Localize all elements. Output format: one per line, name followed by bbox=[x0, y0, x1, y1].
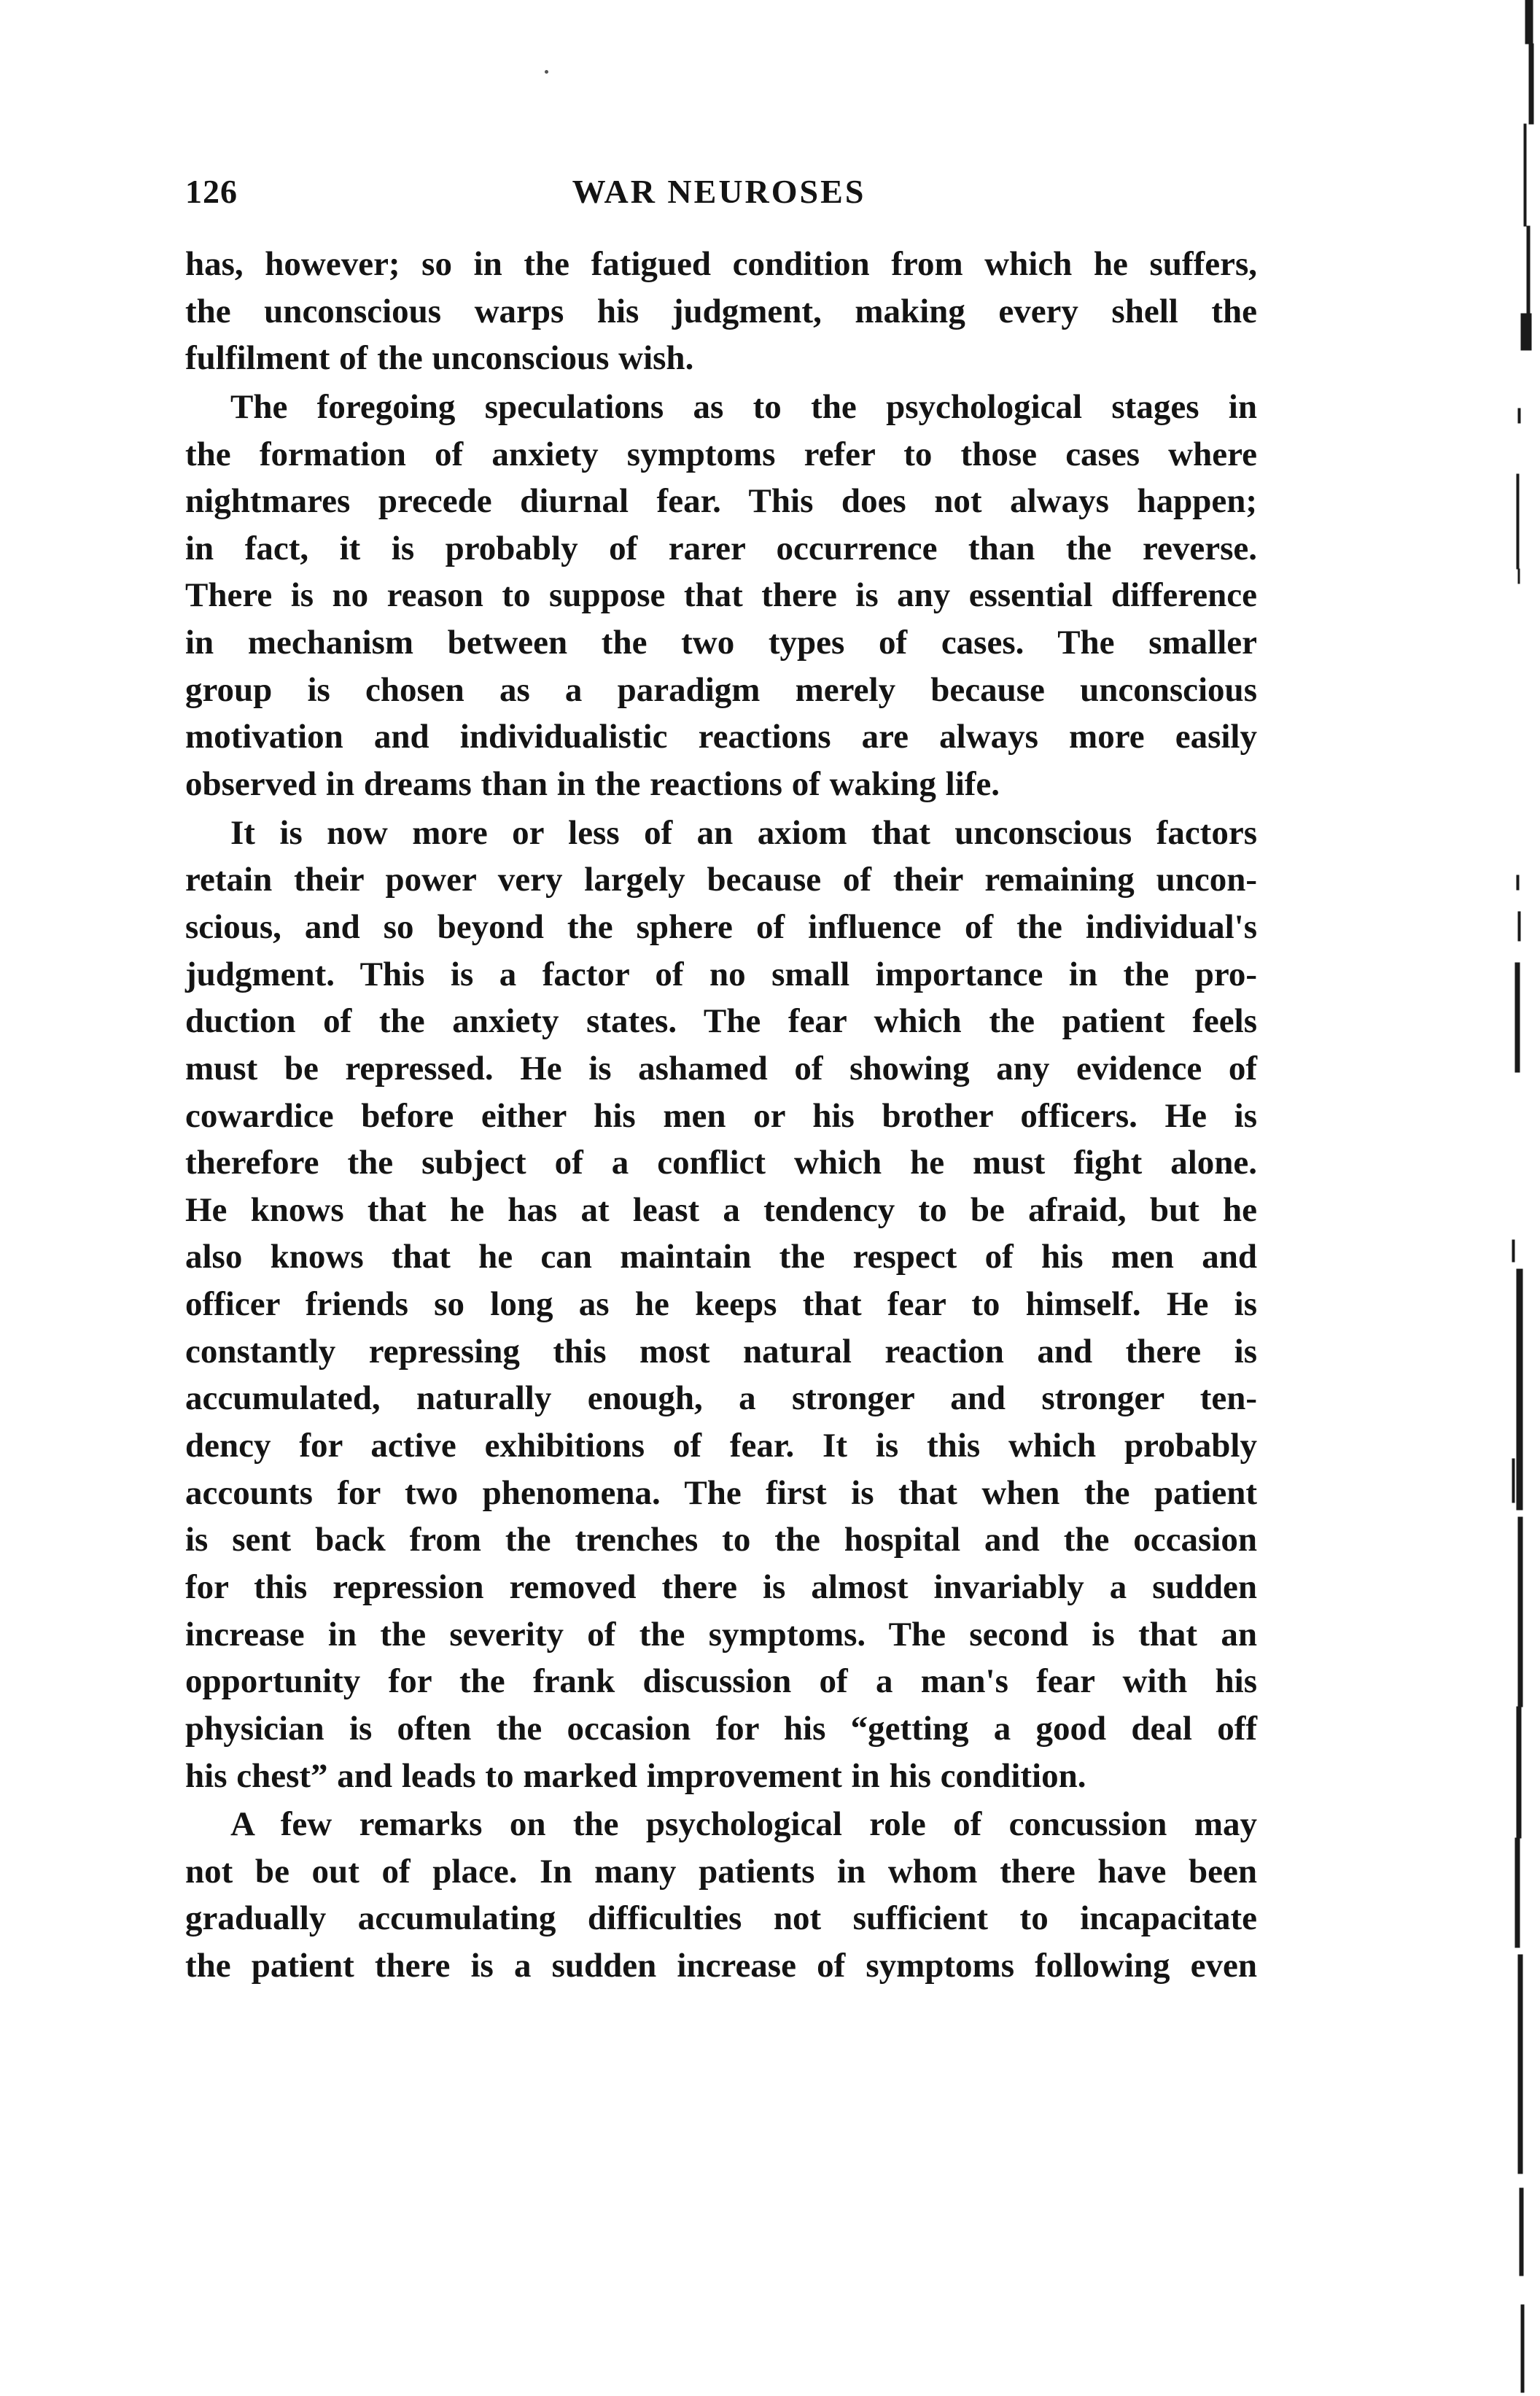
text-line: retain their power very largely because of their remaining uncon- bbox=[185, 861, 1257, 899]
text-line: accumulated, naturally enough, a stronger and stronger ten- bbox=[185, 1379, 1257, 1418]
edge-mark bbox=[1524, 124, 1526, 226]
text-line: gradually accumulating difficulties not sufficient to incapacitate bbox=[185, 1899, 1257, 1938]
text-line: for this repression removed there is almost invariably a sudden bbox=[185, 1567, 1257, 1606]
text-line: increase in the severity of the symptoms. The second is that an bbox=[185, 1615, 1257, 1653]
edge-mark bbox=[1518, 1955, 1522, 2174]
text-line: observed in dreams than in the reactions of waking life. bbox=[185, 765, 1000, 804]
edge-mark bbox=[1517, 474, 1519, 569]
body-text bbox=[185, 241, 1257, 1990]
edge-mark bbox=[1512, 1459, 1514, 1503]
running-title: WAR NEUROSES bbox=[572, 173, 866, 210]
edge-mark bbox=[1529, 44, 1533, 124]
edge-mark bbox=[1527, 226, 1530, 314]
text-line: must be repressed. He is ashamed of showing any evidence of bbox=[185, 1049, 1257, 1087]
edge-mark bbox=[1517, 1707, 1521, 1838]
text-line: The foregoing speculations as to the psychological stages in bbox=[230, 387, 1257, 426]
edge-mark bbox=[1517, 875, 1519, 890]
text-line: nightmares precede diurnal fear. This does not always happen; bbox=[185, 482, 1257, 521]
edge-mark bbox=[1517, 1269, 1522, 1510]
edge-mark bbox=[1521, 2305, 1524, 2392]
text-line: has, however; so in the fatigued condition from which he suffers, bbox=[185, 245, 1257, 283]
text-line: in mechanism between the two types of cases. The smaller bbox=[185, 624, 1257, 662]
text-line: dency for active exhibitions of fear. It is this which probably bbox=[185, 1427, 1257, 1465]
text-line: the formation of anxiety symptoms refer to those cases where bbox=[185, 435, 1257, 473]
text-line: therefore the subject of a conflict which he must fight alone. bbox=[185, 1144, 1257, 1182]
text-line: his chest” and leads to marked improvement in his condition. bbox=[185, 1756, 1086, 1795]
text-line: also knows that he can maintain the respect of his men and bbox=[185, 1238, 1257, 1276]
text-line: scious, and so beyond the sphere of influence of the individual's bbox=[185, 907, 1257, 946]
text-line: constantly repressing this most natural reaction and there is bbox=[185, 1332, 1257, 1370]
text-line: physician is often the occasion for his “getting a good deal off bbox=[185, 1709, 1257, 1748]
text-line: is sent back from the trenches to the hospital and the occasion bbox=[185, 1521, 1257, 1559]
page-header bbox=[185, 172, 1253, 223]
text-line: motivation and individualistic reactions are always more easily bbox=[185, 718, 1257, 756]
text-line: the unconscious warps his judgment, making every shell the bbox=[185, 292, 1257, 330]
text-line: opportunity for the frank discussion of a man's fear with his bbox=[185, 1662, 1257, 1701]
text-line: He knows that he has at least a tendency to be afraid, but he bbox=[185, 1190, 1257, 1229]
edge-mark bbox=[1512, 1240, 1514, 1262]
text-line: It is now more or less of an axiom that unconscious factors bbox=[230, 813, 1257, 852]
text-line: judgment. This is a factor of no small importance in the pro- bbox=[185, 955, 1257, 993]
page-number: 126 bbox=[185, 173, 238, 210]
edge-mark bbox=[1518, 1517, 1522, 1707]
edge-mark bbox=[1525, 0, 1533, 44]
edge-mark bbox=[1518, 408, 1520, 423]
text-line: the patient there is a sudden increase of symptoms following even bbox=[185, 1947, 1257, 1985]
text-line: officer friends so long as he keeps that fear to himself. He is bbox=[185, 1285, 1257, 1324]
text-line: accounts for two phenomena. The first is that when the patient bbox=[185, 1473, 1257, 1512]
edge-mark bbox=[1521, 314, 1531, 350]
text-line: not be out of place. In many patients in whom there have been bbox=[185, 1852, 1257, 1891]
text-line: fulfilment of the unconscious wish. bbox=[185, 339, 694, 378]
text-line: cowardice before either his men or his brother officers. He is bbox=[185, 1096, 1257, 1135]
text-line: There is no reason to suppose that there is any essential difference bbox=[185, 576, 1257, 615]
scan-edge-artifacts bbox=[1445, 0, 1540, 2396]
edge-mark bbox=[1518, 569, 1520, 584]
edge-mark bbox=[1518, 912, 1520, 941]
edge-mark bbox=[1520, 2188, 1523, 2276]
edge-mark bbox=[1515, 1838, 1520, 1947]
scan-speck bbox=[545, 70, 548, 74]
edge-mark bbox=[1515, 963, 1520, 1072]
text-line: duction of the anxiety states. The fear which the patient feels bbox=[185, 1002, 1257, 1041]
text-line: A few remarks on the psychological role of concussion may bbox=[230, 1805, 1257, 1844]
text-line: in fact, it is probably of rarer occurrence than the reverse. bbox=[185, 529, 1257, 567]
text-line: group is chosen as a paradigm merely because unconscious bbox=[185, 670, 1257, 709]
